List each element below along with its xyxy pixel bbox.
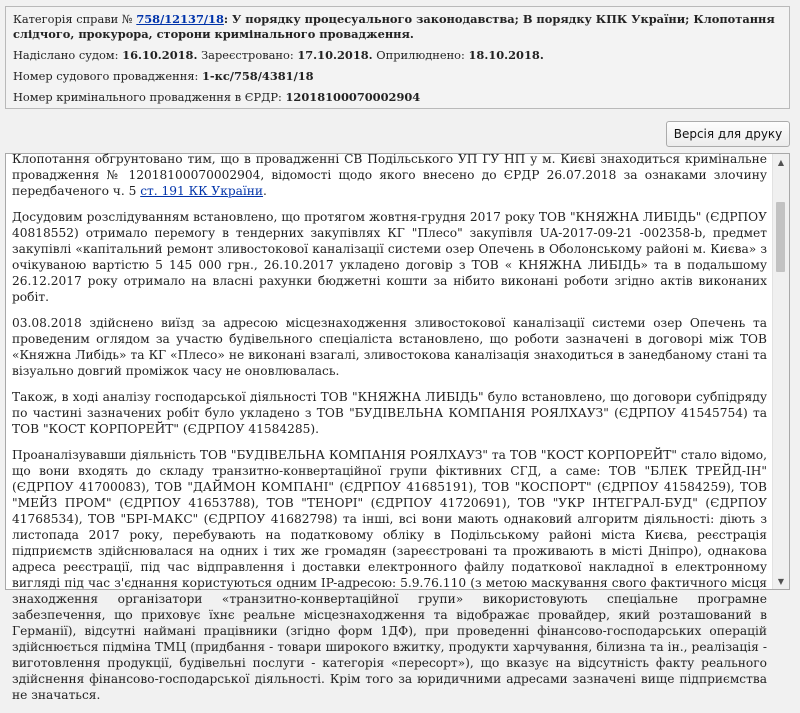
scroll-up-arrow-icon[interactable]: ▲ [777,157,785,167]
sent-value: 16.10.2018. [122,48,198,62]
law-article-link[interactable]: ст. 191 КК України [140,184,264,198]
case-number-link[interactable]: 758/12137/18 [136,12,224,26]
vertical-scrollbar[interactable] [772,154,789,589]
criminal-case-label: Номер кримінального провадження в ЄРДР: [13,90,282,104]
court-case-label: Номер судового провадження: [13,69,199,83]
paragraph-4: Також, в ході аналізу господарської діяльності ТОВ "КНЯЖНА ЛИБІДЬ" було встановлено, що договори субпідряду по частині зазначених робіт було укладено з ТОВ "БУДІВЕЛЬНА КОМПАНІЯ РОЯЛХАУЗ" (ЄДРПОУ 41545754) та ТОВ "КОСТ КОРПОРЕЙТ" (ЄДРПОУ 41584285). [12,390,767,436]
dates-row [13,48,782,63]
paragraph-5: Проаналізувавши діяльність ТОВ "БУДІВЕЛЬНА КОМПАНІЯ РОЯЛХАУЗ" та ТОВ "КОСТ КОРПОРЕЙТ" стало відомо, що вони входять до складу транзитно-конвертаційної групи фіктивних СГД, а саме: ТОВ "БЛЕК ТРЕЙД-ІН" (ЄДРПОУ 41700083), ТОВ "ДАЙМОН КОМПАНІ" (ЄДРПОУ 41685191), ТОВ "КОСПОРТ" (ЄДРПОУ 41584259), ТОВ "МЕЙЗ ПРОМ" (ЄДРПОУ 41653788), ТОВ "ТЕНОРІ" (ЄДРПОУ 41720691), ТОВ "УКР ІНТЕГРАЛ-БУД" (ЄДРПОУ 41768534), ТОВ "БРІ-МАКС" (ЄДРПОУ 41682798) та інші, всі вони мають однаковий алгоритм діяльності: діють з листопада 2017 року, перебувають на податковому обліку в Подільському районі міста Києва, реєстрація підприємств здійснювалася на одних і тих же громадян (зареєстровані та проживають в місті Дніпро), однакова адреса реєстрації, під час відправлення і доставки електронного файлу податкової накладної в електронному вигляді під час з'єднання користуються одним IP-адресою: 5.9.76.110 (з метою маскування свого фактичного місця знаходження організатори «транзитно-конвертаційної групи» використовують спеціальне програмне забезпечення, що приховує їхнє реальне місцезнаходження та відображає провайдер, який розташований в Германії), відсутні наймані працівники (згідно форм 1ДФ), при проведенні фінансово-господарських операцій здійснюється підміна ТМЦ (придбання - товари широкого вжитку, продукти харчування, білизна та ін., реалізація - виготовлення продукції, будівельні послуги - категорія «пересорт»), що вказує на відсутність факту реального здійснення фінансово-господарської діяльності. Крім того за юридичними адресами зазначені вище підприємства не значаться. [12,448,767,702]
category-text: : У порядку процесуального законодавства; В порядку КПК України; Клопотання слідчого, прокурора, сторони кримінального провадження. [13,12,775,41]
category-label: Категорія справи № [13,12,133,26]
category-row [13,12,782,42]
scroll-down-arrow-icon[interactable]: ▼ [777,576,785,586]
paragraph-1 [12,151,767,199]
case-info-panel [5,6,790,109]
court-case-row [13,69,782,84]
scrollbar-thumb[interactable] [776,202,785,272]
paragraph-1-end: . [263,184,267,198]
paragraph-2: Досудовим розслідуванням встановлено, що протягом жовтня-грудня 2017 року ТОВ "КНЯЖНА ЛИБІДЬ" (ЄДРПОУ 40818552) отримало перемогу в тендерних закупівлях КГ "Плесо" закупівля UA-2017-09-21 -002358-b, предмет закупівлі «капітальний ремонт зливостокової каналізації системи озер Опечень в Оболонському районі м. Києва» з очікуваною вартістю 5 145 000 грн., 26.10.2017 укладено договір з ТОВ « КНЯЖНА ЛИБІДЬ» та в подальшому 26.12.2017 року отримало на власні рахунки бюджетні кошти за нібито виконані роботи згідно актів виконаних робіт. [12,210,767,304]
published-label: Оприлюднено: [376,48,465,62]
paragraph-1-text: Клопотання обгрунтовано тим, що в провадженні СВ Подільського УП ГУ НП у м. Києві знаходиться кримінальне провадження № 12018100070002904, відомості щодо якого внесено до ЄРДР 26.07.2018 за ознаками злочину передбаченого ч. 5 [12,152,767,198]
published-value: 18.10.2018. [468,48,544,62]
registered-value: 17.10.2018. [297,48,373,62]
sent-label: Надіслано судом: [13,48,119,62]
criminal-case-value: 12018100070002904 [285,90,421,104]
court-case-value: 1-кс/758/4381/18 [201,69,314,83]
paragraph-3: 03.08.2018 здійснено виїзд за адресою місцезнаходження зливостокової каналізації системи озер Опечень та проведеним оглядом за участю будівельного спеціаліста встановлено, що роботи зазначені в договорі між ТОВ «Княжна Либідь» та КГ «Плесо» не виконані взагалі, зливостокова каналізація знаходиться в занедбаному стані та візуально довгий проміжок часу не оновлювалась. [12,316,767,378]
document-viewer[interactable] [5,152,790,702]
print-version-button[interactable]: Версія для друку [666,121,790,147]
registered-label: Зареєстровано: [201,48,294,62]
document-text [12,151,767,713]
criminal-case-row [13,90,782,105]
